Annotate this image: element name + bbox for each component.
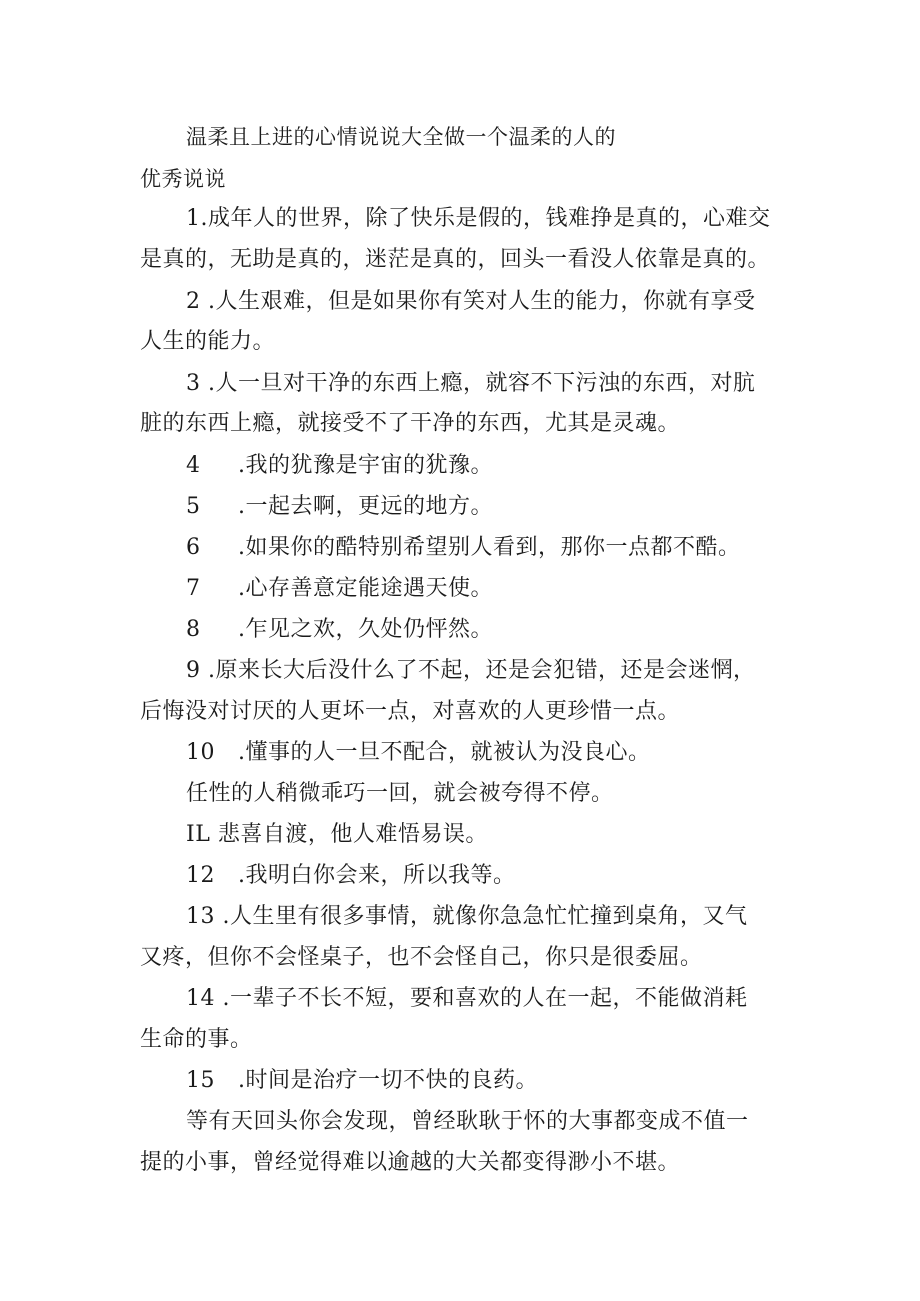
item-text: .人一旦对干净的东西上瘾，就容不下污浊的东西，对肮 [208,371,756,396]
item-number: 15 [186,1068,215,1093]
continuation-line: 任性的人稍微乖巧一回，就会被夸得不停。 [186,781,614,806]
item-text: .乍见之欢，久处仍怦然。 [238,617,493,642]
item-number: 14 [186,986,215,1011]
item-12 [186,861,516,891]
item-text: .人生艰难，但是如果你有笑对人生的能力，你就有享受 [208,289,756,314]
item-number: 9 [186,658,201,683]
item-2-line-2: 人生的能力。 [140,329,276,354]
item-4 [186,451,493,481]
item-number: 7 [186,576,201,601]
item-7 [186,574,493,604]
item-10 [186,738,651,768]
item-6 [186,533,741,563]
item-14-line-2: 生命的事。 [140,1027,253,1052]
item-15 [186,1066,538,1096]
item-text: .时间是治疗一切不快的良药。 [238,1068,538,1093]
final-paragraph-line-2: 提的小事，曾经觉得难以逾越的大关都变得渺小不堪。 [140,1150,681,1175]
title-line-2: 优秀说说 [140,167,226,191]
item-3-line-1 [186,369,756,399]
item-3-line-2: 脏的东西上瘾，就接受不了干净的东西，尤其是灵魂。 [140,411,681,436]
item-text: 悲喜自渡，他人难悟易误。 [217,822,488,847]
item-11 [186,820,488,850]
item-number: IL [186,822,211,847]
item-text: .一起去啊，更远的地方。 [238,494,493,519]
item-text: .原来长大后没什么了不起，还是会犯错，还是会迷惘， [208,658,756,683]
item-9-line-2: 后悔没对讨厌的人更坏一点，对喜欢的人更珍惜一点。 [140,699,681,724]
item-text: .懂事的人一旦不配合，就被认为没良心。 [238,740,651,765]
item-number: 4 [186,453,201,478]
item-number: 13 [186,904,215,929]
item-number: 6 [186,535,201,560]
title-line-1: 温柔且上进的心情说说大全做一个温柔的人的 [186,125,616,149]
item-number: 3 [186,371,201,396]
item-14-line-1 [186,984,748,1014]
item-number: 10 [186,740,215,765]
item-text: .人生里有很多事情，就像你急急忙忙撞到桌角，又气 [222,904,748,929]
item-text: .我的犹豫是宇宙的犹豫。 [238,453,493,478]
item-text: .一辈子不长不短，要和喜欢的人在一起，不能做消耗 [222,986,748,1011]
item-13-line-2: 又疼，但你不会怪桌子，也不会怪自己，你只是很委屈。 [140,945,703,970]
item-text: .如果你的酷特别希望别人看到，那你一点都不酷。 [238,535,741,560]
item-number: 1. [186,206,208,231]
item-text: .心存善意定能途遇天使。 [238,576,493,601]
item-9-line-1 [186,656,756,686]
item-1-line-1 [186,204,771,234]
item-text: 成年人的世界，除了快乐是假的，钱难挣是真的，心难交 [208,206,771,231]
item-number: 2 [186,289,201,314]
item-number: 5 [186,494,201,519]
item-number: 12 [186,863,215,888]
item-2-line-1 [186,287,756,317]
item-5 [186,492,493,522]
item-8 [186,615,493,645]
item-number: 8 [186,617,201,642]
item-13-line-1 [186,902,748,932]
item-1-line-2: 是真的，无助是真的，迷茫是真的，回头一看没人依靠是真的。 [140,247,771,272]
final-paragraph-line-1: 等有天回头你会发现，曾经耿耿于怀的大事都变成不值一 [186,1109,749,1134]
item-text: .我明白你会来，所以我等。 [238,863,516,888]
